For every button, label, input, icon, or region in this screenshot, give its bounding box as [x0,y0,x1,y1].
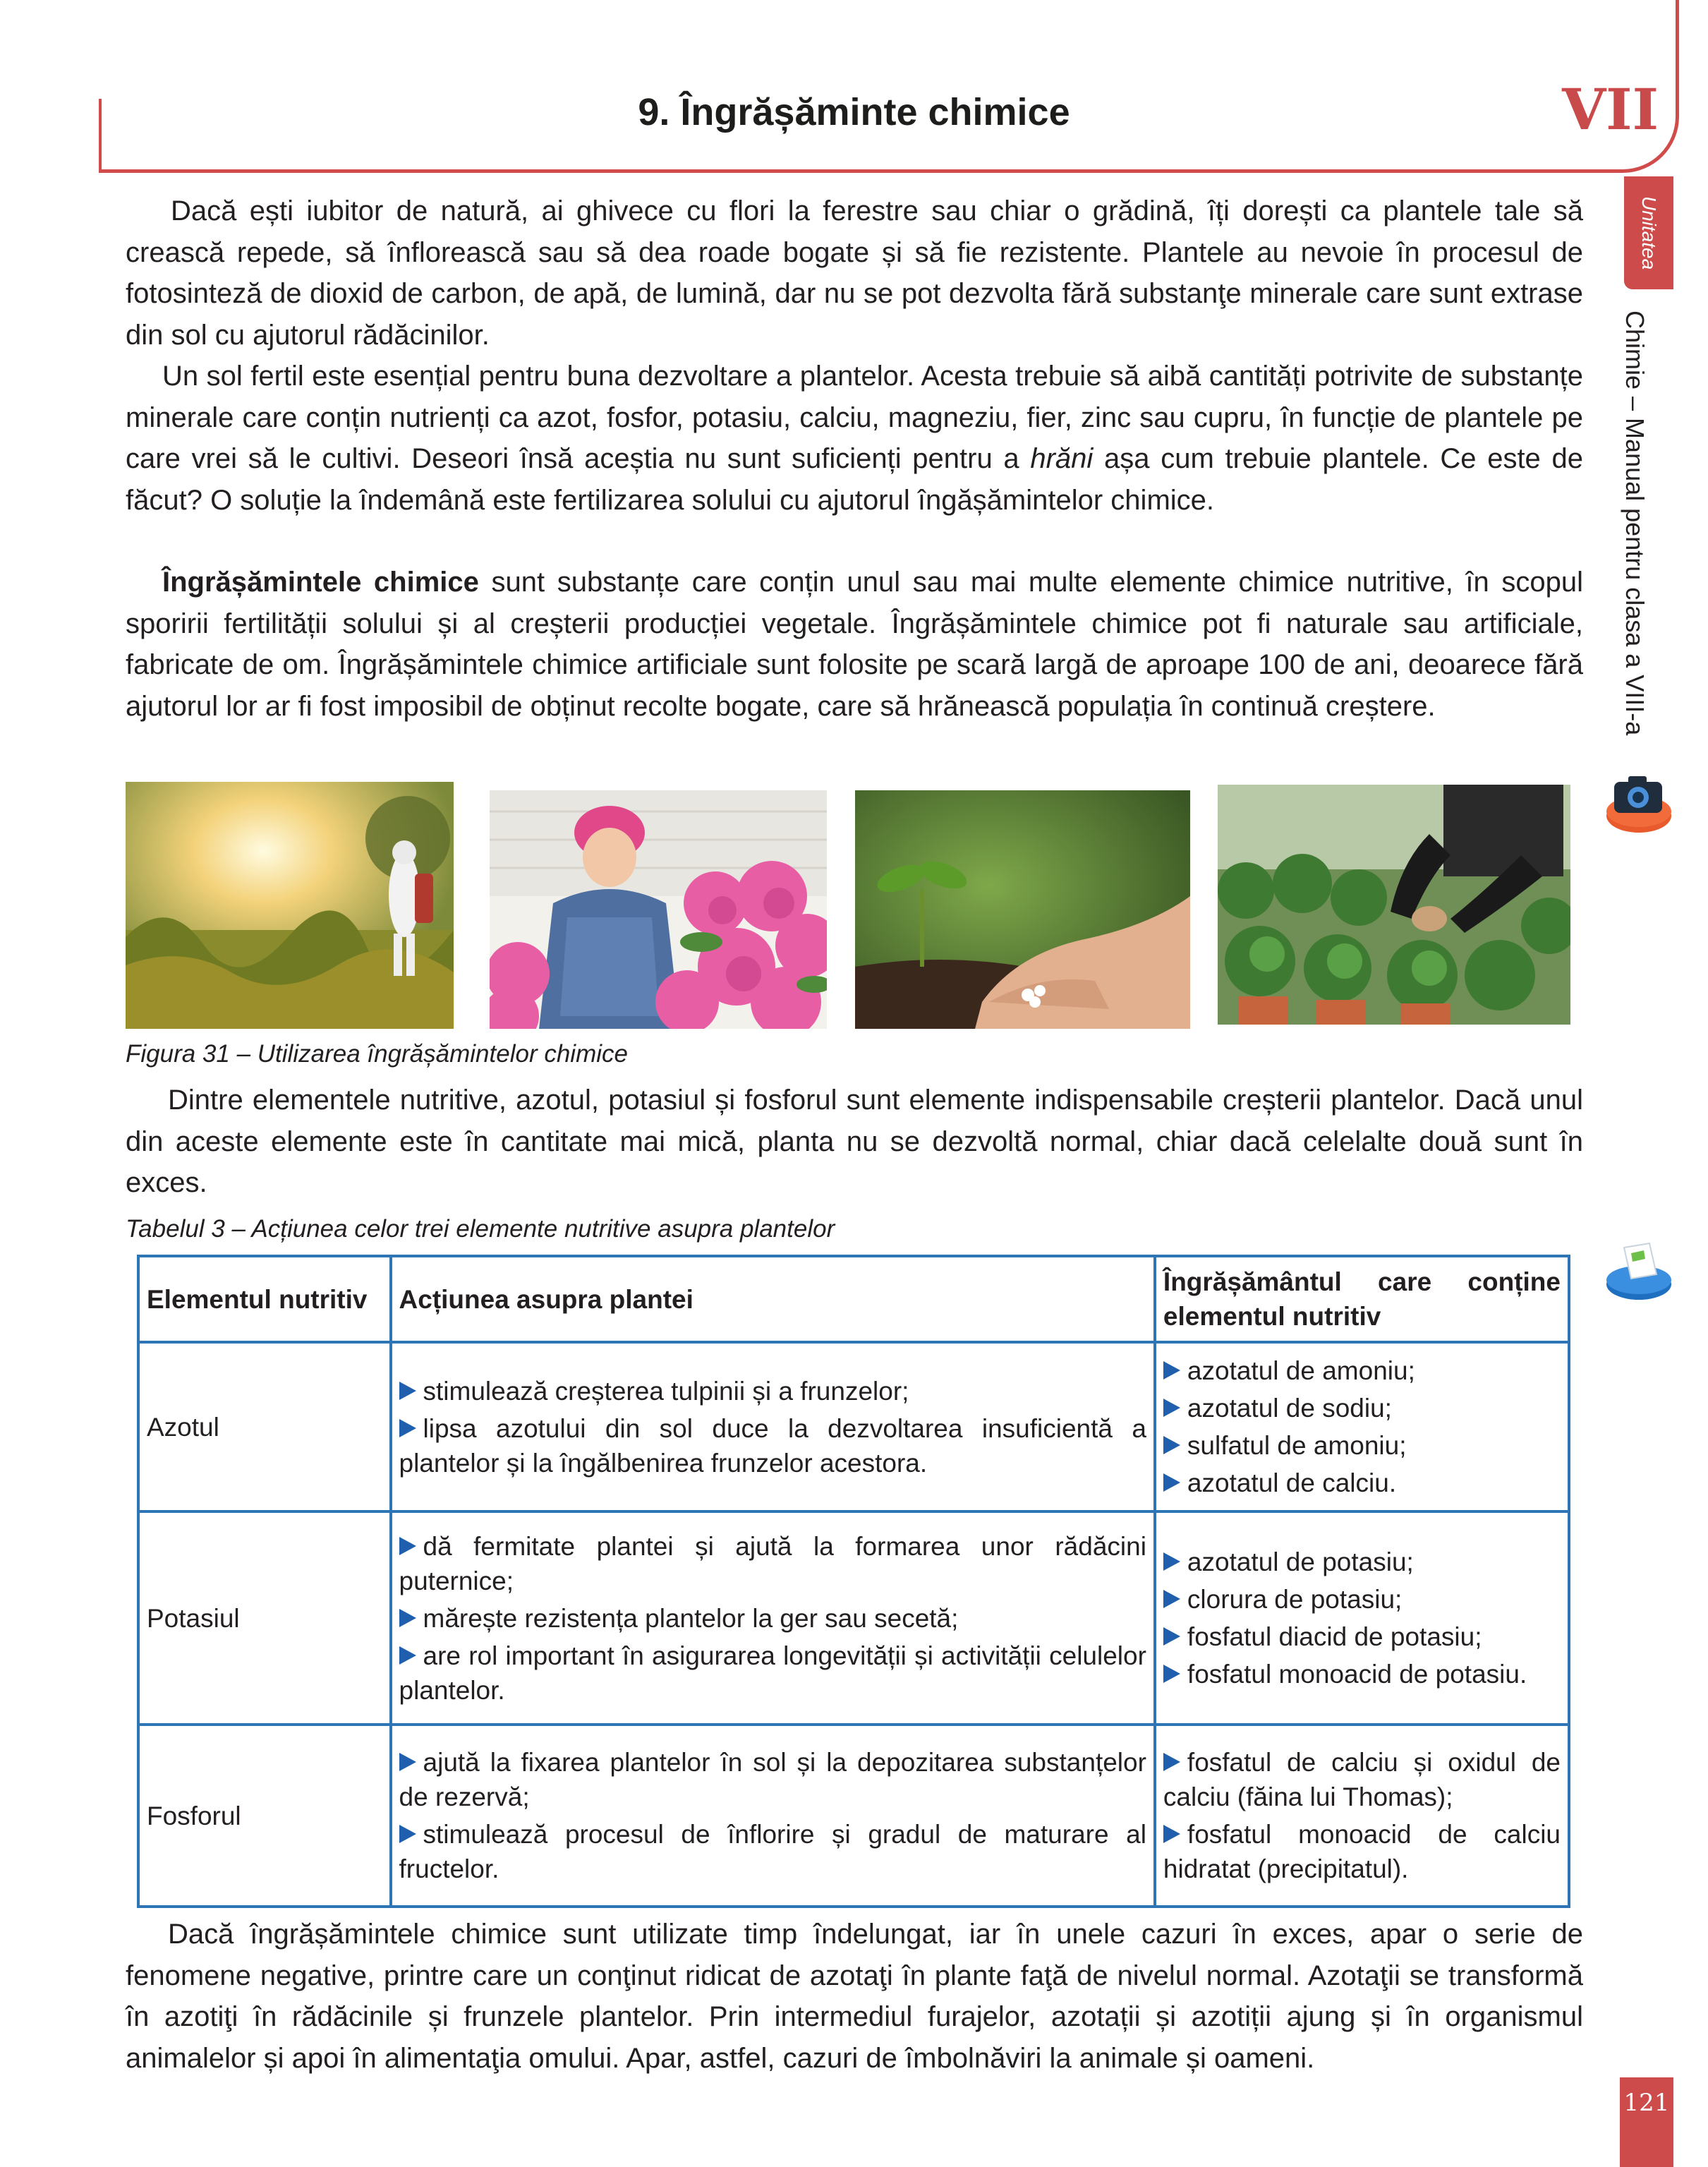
header-fertilizer: Îngrășământul care conține elementul nutritiv [1155,1256,1569,1342]
header-action: Acțiunea asupra plantei [391,1256,1155,1342]
element-cell: Fosforul [138,1725,391,1907]
list-item [1163,1428,1561,1463]
page-number: 121 [1623,2089,1670,2117]
nutrients-paragraph [126,1080,1583,1204]
element-cell: Potasiul [138,1511,391,1725]
list-item [1163,1619,1561,1654]
bullet-arrow-icon [1163,1825,1180,1843]
element-cell: Azotul [138,1342,391,1511]
list-item [1163,1582,1561,1617]
intro-paragraph [126,191,1583,356]
photo-woman-flowers [490,790,827,1029]
fertilizer-text: fosfatul diacid de potasiu; [1187,1622,1482,1651]
list-item [1163,1545,1561,1579]
conclusion-paragraph-text: Dacă îngrășămintele chimice sunt utilizate timp îndelungat, iar în unele cazuri în exces, apar o serie de fenomene negative, printre care un conţinut ridicat de azotaţi în plante faţă de nivelul normal. Azotaţii se transformă în azotiţi în rădăcinile și frunzele plantelor. Prin intermediul furajelor, azotații și azotiții ajung și în organismul animalelor și apoi în alimentaţia omului. Apar, astfel, cazuri de îmbolnăviri la animale și oameni. [126,1919,1583,2074]
bullet-arrow-icon [399,1419,416,1437]
bullet-arrow-icon [399,1646,416,1665]
fertilizer-text: clorura de potasiu; [1187,1585,1403,1614]
bullet-arrow-icon [1163,1399,1180,1417]
header-element: Elementul nutritiv [138,1256,391,1342]
list-item [399,1601,1146,1636]
action-text: ajută la fixarea plantelor în sol și la depozitarea substanțelor de rezervă; [399,1748,1146,1811]
photo-gloved-hands-plants [1218,785,1570,1025]
fertilizer-text: azotatul de potasiu; [1187,1547,1414,1576]
soil-paragraph [126,356,1583,521]
list-item [1163,1657,1561,1691]
bullet-arrow-icon [1163,1552,1180,1571]
photo-seedling-hand [855,790,1190,1029]
action-cell [391,1511,1155,1725]
table-header-row [138,1256,1569,1342]
list-item [399,1529,1146,1598]
nutrients-paragraph-text: Dintre elementele nutritive, azotul, potasiul și fosforul sunt elemente indispensabile creșterii plantelor. Dacă unul din aceste elemente este în cantitate mai mică, planta nu se dezvoltă normal, chiar dacă celelalte două sunt în exces. [126,1085,1583,1198]
action-text: stimulează creșterea tulpinii și a frunzelor; [423,1376,909,1406]
list-item [399,1374,1146,1408]
fertilizer-text: fosfatul de calciu și oxidul de calciu (făina lui Thomas); [1163,1748,1561,1811]
soil-paragraph-text-a: Un sol fertil este esențial pentru buna dezvoltare a plantelor. Acesta trebuie să aibă cantități potrivite de substanțe minerale care conțin nutrienți ca azot, fosfor, potasiu, calciu, magneziu, fier, zinc sau cupru, în funcție de plantele pe care vrei să le cultivi. Deseori însă aceștia nu sunt suficienți pentru a [126,361,1583,474]
list-item [399,1745,1146,1814]
fertilizer-text: sulfatul de amoniu; [1187,1431,1407,1460]
list-item [1163,1466,1561,1500]
bullet-arrow-icon [399,1609,416,1627]
chapter-title: 9. Îngrășăminte chimice [638,91,1070,133]
nutrient-table [137,1255,1570,1908]
action-cell [391,1725,1155,1907]
bullet-arrow-icon [1163,1473,1180,1492]
worksheet-icon [1600,1241,1678,1304]
bullet-arrow-icon [399,1825,416,1843]
bullet-arrow-icon [1163,1361,1180,1380]
table-row [138,1342,1569,1511]
camera-icon [1600,772,1678,835]
bullet-arrow-icon [399,1537,416,1555]
action-text: stimulează procesul de înflorire și gradul de maturare al fructelor. [399,1820,1146,1883]
list-item [399,1638,1146,1708]
unit-number: VII [1562,76,1659,143]
book-side-title: Chimie – Manual pentru clasa a VIII-a [1621,310,1649,736]
bullet-arrow-icon [1163,1436,1180,1454]
action-text: mărește rezistența plantelor la ger sau secetă; [423,1603,959,1633]
list-item [1163,1745,1561,1814]
list-item [399,1817,1146,1886]
bullet-arrow-icon [1163,1665,1180,1683]
fertilizer-text: azotatul de amoniu; [1187,1356,1415,1385]
photo-spraying [126,782,454,1029]
fertilizer-text: azotatul de calciu. [1187,1468,1397,1497]
bullet-arrow-icon [1163,1627,1180,1646]
action-text: lipsa azotului din sol duce la dezvoltarea insuficientă a plantelor și la îngălbenirea frunzelor acestora. [399,1413,1146,1478]
action-text: are rol important în asigurarea longevității și activității celulelor plantelor. [399,1641,1146,1705]
unit-tab-label: Unitatea [1638,195,1661,270]
fertilizer-cell [1155,1511,1569,1725]
fertilizer-cell [1155,1342,1569,1511]
action-cell [391,1342,1155,1511]
action-text: dă fermitate plantei și ajută la formarea unor rădăcini puternice; [399,1531,1146,1595]
bullet-arrow-icon [1163,1590,1180,1608]
fertilizer-cell [1155,1725,1569,1907]
fertilizer-text: fosfatul monoacid de calciu hidratat (precipitatul). [1163,1820,1561,1883]
list-item [399,1411,1146,1480]
list-item [1163,1391,1561,1425]
table-row [138,1511,1569,1725]
header-frame [99,0,1679,173]
definition-paragraph [126,562,1583,727]
figure-caption: Figura 31 – Utilizarea îngrășămintelor chimice [126,1040,628,1068]
list-item [1163,1817,1561,1886]
bullet-arrow-icon [1163,1753,1180,1771]
bullet-arrow-icon [399,1753,416,1771]
unit-tab-label-wrap [1624,176,1673,289]
bullet-arrow-icon [399,1382,416,1400]
table-row [138,1725,1569,1907]
list-item [1163,1353,1561,1388]
definition-term: Îngrășămintele chimice [162,567,479,598]
fertilizer-text: azotatul de sodiu; [1187,1394,1392,1423]
conclusion-paragraph [126,1914,1583,2079]
definition-text: sunt substanțe care conțin unul sau mai multe elemente chimice nutritive, în scopul sporirii fertilității solului și al creșterii producției vegetale. Îngrășămintele chimice pot fi naturale sau artificiale, fabricate de om. Îngrășămintele chimice artificiale sunt folosite pe scară largă de aproape 100 de ani, deoarece fără ajutorul lor ar fi fost imposibil de obținut recolte bogate, care să hrănească populația în continuă creștere. [126,567,1583,722]
intro-paragraph-text: Dacă ești iubitor de natură, ai ghivece cu flori la ferestre sau chiar o grădină, îți dorești ca plantele tale să crească repede, să înflorească sau să dea roade bogate și să fie rezistente. Plantele au nevoie în procesul de fotosinteză de dioxid de carbon, de apă, de lumină, dar nu se pot dezvolta fără substanţe minerale care sunt extrase din sol cu ajutorul rădăcinilor. [126,195,1583,351]
soil-paragraph-italic: hrăni [1030,443,1094,474]
fertilizer-text: fosfatul monoacid de potasiu. [1187,1660,1527,1689]
soil-paragraph-text-b: așa cum trebuie plantele. Ce este de făcut? O soluție la îndemână este fertilizarea solului cu ajutorul îngășămintelor chimice. [126,443,1583,516]
table-caption: Tabelul 3 – Acțiunea celor trei elemente nutritive asupra plantelor [126,1215,835,1243]
